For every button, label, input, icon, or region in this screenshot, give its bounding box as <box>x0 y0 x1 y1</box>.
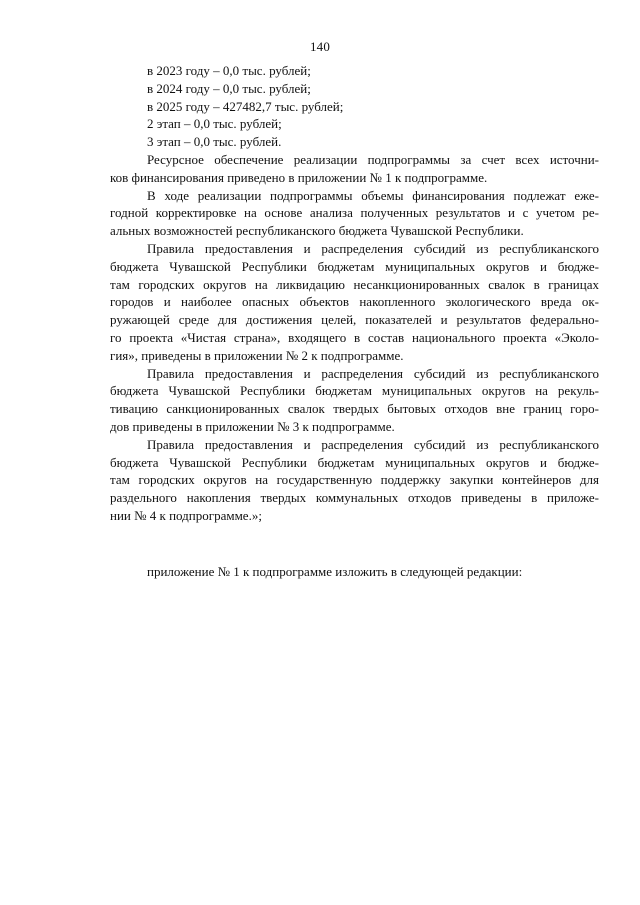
text-line: нии № 4 к подпрограмме.»; <box>110 507 262 523</box>
text-line: городов и наиболее опасных объектов накопленного экологического вреда ок- <box>110 294 599 310</box>
text-line: ков финансирования приведено в приложении № 1 к подпрограмме. <box>110 169 488 185</box>
text-line: бюджета Чувашской Республики бюджетам муниципальных округов и бюдже- <box>110 258 599 274</box>
text-line: там городских округов на государственную поддержку закупки контейнеров для <box>110 472 599 488</box>
document-body <box>110 62 599 581</box>
final-instruction-line: приложение № 1 к подпрограмме изложить в следующей редакции: <box>147 563 523 579</box>
text-line: в 2024 году – 0,0 тыс. рублей; <box>147 80 311 96</box>
text-line: дов приведены в приложении № 3 к подпрограмме. <box>110 418 395 434</box>
text-line: тивацию санкционированных свалок твердых бытовых отходов вне границ горо- <box>110 401 599 417</box>
text-line: там городских округов на ликвидацию несанкционированных свалок в границах <box>110 276 599 292</box>
text-line: Ресурсное обеспечение реализации подпрограммы за счет всех источни- <box>147 151 599 167</box>
text-line: го проекта «Чистая страна», входящего в состав национального проекта «Эколо- <box>110 329 599 345</box>
text-line: В ходе реализации подпрограммы объемы финансирования подлежат еже- <box>147 187 599 203</box>
paragraph-gap <box>110 525 599 563</box>
page-number: 140 <box>309 39 331 54</box>
text-line: в 2023 году – 0,0 тыс. рублей; <box>147 63 311 78</box>
text-line: гия», приведены в приложении № 2 к подпрограмме. <box>110 347 404 363</box>
text-line: в 2025 году – 427482,7 тыс. рублей; <box>147 98 344 114</box>
text-line: годной корректировке на основе анализа полученных результатов и с учетом ре- <box>110 205 599 221</box>
text-lines <box>110 62 599 525</box>
text-line: ружающей среде для достижения целей, показателей и результатов федерально- <box>110 312 599 328</box>
text-line: 3 этап – 0,0 тыс. рублей. <box>147 134 282 150</box>
text-line: бюджета Чувашской Республики бюджетам муниципальных округов и бюдже- <box>110 454 599 470</box>
text-line: бюджета Чувашской Республики бюджетам муниципальных округов на рекуль- <box>110 383 599 399</box>
text-line: Правила предоставления и распределения субсидий из республиканского <box>147 365 599 381</box>
text-line: Правила предоставления и распределения субсидий из республиканского <box>147 240 599 256</box>
text-line: альных возможностей республиканского бюджета Чувашской Республики. <box>110 223 524 239</box>
text-line: Правила предоставления и распределения субсидий из республиканского <box>147 436 599 452</box>
text-line: раздельного накопления твердых коммунальных отходов приведены в приложе- <box>110 490 599 506</box>
text-line: 2 этап – 0,0 тыс. рублей; <box>147 116 282 132</box>
